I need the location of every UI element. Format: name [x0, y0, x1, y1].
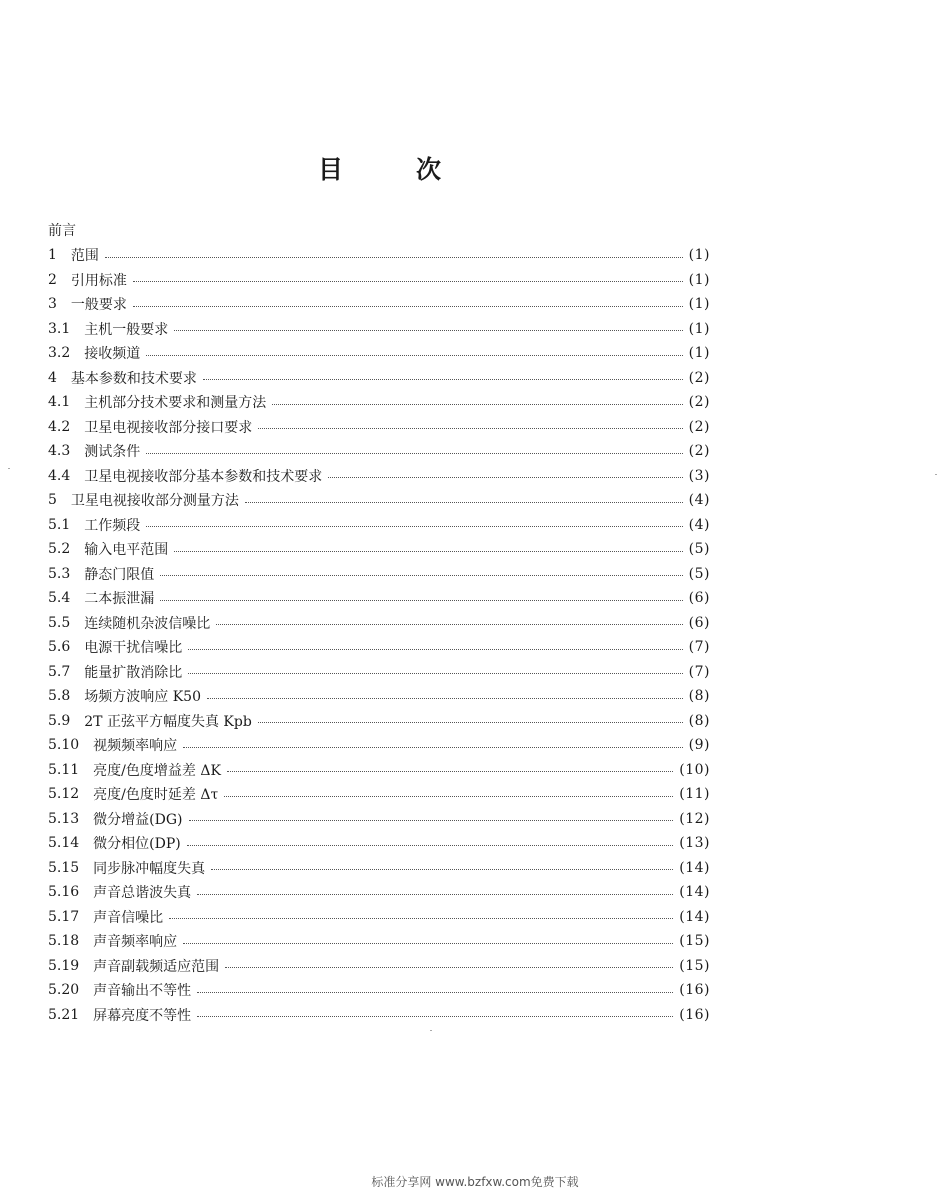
toc-entry-number: 3.1	[48, 320, 71, 337]
toc-entry	[48, 562, 710, 587]
toc-entry-number: 5.7	[48, 663, 71, 680]
toc-leader-dots	[133, 277, 683, 282]
toc-leader-dots	[174, 547, 682, 552]
toc-entry-number: 5.21	[48, 1006, 80, 1023]
toc-entry-page: (2)	[688, 369, 710, 386]
toc-leader-dots	[207, 694, 683, 699]
footer-watermark: 标准分享网 www.bzfxw.com免费下载	[371, 1175, 579, 1189]
toc-leader-dots	[133, 302, 683, 307]
toc-leader-dots	[188, 645, 682, 650]
toc-entry-number: 5.10	[48, 737, 80, 754]
toc-entry-number: 5.18	[48, 933, 80, 950]
toc-entry	[48, 660, 710, 685]
toc-entry	[48, 513, 710, 538]
toc-entry-number: 5.11	[48, 761, 80, 778]
toc-entry-number: 1	[48, 247, 57, 264]
scan-mark	[8, 468, 10, 469]
toc-preface: 前言	[48, 223, 76, 239]
toc-entry-page: (1)	[688, 345, 710, 362]
toc-entry	[48, 856, 710, 881]
toc-entry	[48, 586, 710, 611]
toc-entry	[48, 831, 710, 856]
table-of-contents	[48, 243, 710, 1027]
toc-entry-page: (5)	[688, 541, 710, 558]
toc-entry-label: 基本参数和技术要求	[70, 370, 197, 387]
toc-entry-page: (2)	[688, 394, 710, 411]
toc-entry-label: 连续随机杂波信噪比	[84, 615, 211, 632]
toc-entry-number: 5.3	[48, 565, 71, 582]
toc-entry-number: 4	[48, 369, 57, 386]
toc-leader-dots	[211, 865, 673, 870]
toc-leader-dots	[197, 988, 673, 993]
toc-entry-label: 能量扩散消除比	[84, 664, 183, 681]
toc-entry	[48, 611, 710, 636]
toc-entry	[48, 1003, 710, 1028]
toc-entry-number: 4.1	[48, 394, 71, 411]
toc-entry-page: (6)	[688, 590, 710, 607]
toc-entry-label: 声音副载频适应范围	[93, 958, 220, 975]
toc-leader-dots	[174, 326, 682, 331]
toc-entry-label: 亮度/色度增益差 ΔK	[93, 762, 221, 779]
toc-entry-label: 微分增益(DG)	[93, 811, 183, 828]
toc-entry-label: 声音信噪比	[93, 909, 164, 926]
toc-entry-number: 5.16	[48, 884, 80, 901]
toc-entry-label: 输入电平范围	[84, 542, 169, 559]
toc-entry-label: 二本振泄漏	[84, 591, 155, 608]
toc-entry-label: 声音频率响应	[93, 934, 178, 951]
toc-entry-number: 5.17	[48, 908, 80, 925]
toc-entry-page: (13)	[679, 835, 710, 852]
toc-leader-dots	[245, 498, 683, 503]
toc-entry-label: 亮度/色度时延差 Δτ	[93, 787, 219, 804]
toc-entry	[48, 807, 710, 832]
toc-entry-label: 声音输出不等性	[93, 983, 192, 1000]
toc-entry	[48, 243, 710, 268]
toc-leader-dots	[146, 351, 682, 356]
toc-entry-page: (1)	[688, 247, 710, 264]
toc-entry-number: 4.4	[48, 467, 71, 484]
toc-entry	[48, 268, 710, 293]
toc-entry-page: (15)	[679, 933, 710, 950]
toc-entry-label: 微分相位(DP)	[93, 836, 181, 853]
toc-leader-dots	[328, 473, 682, 478]
toc-entry-page: (7)	[688, 639, 710, 656]
toc-entry-number: 3	[48, 296, 57, 313]
scan-mark	[430, 1030, 432, 1031]
toc-entry-number: 5.20	[48, 982, 80, 999]
toc-entry-page: (1)	[688, 296, 710, 313]
toc-leader-dots	[146, 449, 682, 454]
toc-entry-number: 5.1	[48, 516, 71, 533]
toc-entry-number: 4.2	[48, 418, 71, 435]
toc-leader-dots	[197, 890, 673, 895]
toc-entry-number: 4.3	[48, 443, 71, 460]
toc-entry-page: (2)	[688, 418, 710, 435]
toc-entry-number: 5.8	[48, 688, 71, 705]
toc-entry-label: 测试条件	[84, 444, 141, 461]
toc-entry-label: 主机部分技术要求和测量方法	[84, 395, 267, 412]
toc-entry-number: 5.12	[48, 786, 80, 803]
toc-leader-dots	[227, 767, 673, 772]
toc-leader-dots	[224, 792, 673, 797]
toc-entry-page: (15)	[679, 957, 710, 974]
toc-entry	[48, 635, 710, 660]
toc-entry-label: 屏幕亮度不等性	[93, 1007, 192, 1024]
toc-entry	[48, 439, 710, 464]
toc-entry-label: 卫星电视接收部分基本参数和技术要求	[84, 468, 323, 485]
toc-leader-dots	[187, 841, 674, 846]
toc-entry-number: 5.15	[48, 859, 80, 876]
toc-leader-dots	[272, 400, 682, 405]
toc-entry	[48, 684, 710, 709]
toc-entry-label: 视频频率响应	[93, 738, 178, 755]
toc-leader-dots	[216, 620, 682, 625]
toc-leader-dots	[188, 669, 682, 674]
toc-entry-label: 卫星电视接收部分接口要求	[84, 419, 253, 436]
toc-entry-label: 引用标准	[70, 272, 127, 289]
toc-entry-number: 5.9	[48, 712, 71, 729]
toc-entry-page: (8)	[688, 712, 710, 729]
toc-entry-number: 5	[48, 492, 57, 509]
toc-entry-number: 5.13	[48, 810, 80, 827]
toc-entry	[48, 488, 710, 513]
toc-entry-page: (2)	[688, 443, 710, 460]
toc-leader-dots	[203, 375, 683, 380]
toc-entry-number: 5.4	[48, 590, 71, 607]
toc-entry-page: (10)	[679, 761, 710, 778]
toc-leader-dots	[160, 596, 682, 601]
toc-leader-dots	[183, 939, 673, 944]
toc-entry	[48, 905, 710, 930]
toc-entry-label: 2T 正弦平方幅度失真 Kpb	[84, 713, 252, 730]
toc-entry-number: 5.14	[48, 835, 80, 852]
toc-entry-page: (9)	[688, 737, 710, 754]
toc-entry-number: 5.5	[48, 614, 71, 631]
toc-entry-page: (7)	[688, 663, 710, 680]
toc-entry-number: 2	[48, 271, 57, 288]
toc-entry	[48, 464, 710, 489]
toc-entry-page: (4)	[688, 516, 710, 533]
toc-entry	[48, 415, 710, 440]
toc-entry	[48, 709, 710, 734]
toc-entry-label: 同步脉冲幅度失真	[93, 860, 206, 877]
toc-entry-label: 接收频道	[84, 346, 141, 363]
toc-entry	[48, 366, 710, 391]
toc-entry	[48, 537, 710, 562]
toc-entry	[48, 978, 710, 1003]
toc-leader-dots	[105, 253, 683, 258]
toc-entry-page: (12)	[679, 810, 710, 827]
toc-entry-label: 声音总谐波失真	[93, 885, 192, 902]
toc-leader-dots	[258, 424, 682, 429]
toc-entry-label: 工作频段	[84, 517, 141, 534]
toc-entry	[48, 758, 710, 783]
toc-entry-label: 场频方波响应 K50	[84, 689, 201, 706]
toc-leader-dots	[197, 1012, 673, 1017]
toc-entry-page: (4)	[688, 492, 710, 509]
toc-entry-number: 3.2	[48, 345, 71, 362]
toc-leader-dots	[146, 522, 682, 527]
toc-leader-dots	[189, 816, 674, 821]
toc-entry-label: 主机一般要求	[84, 321, 169, 338]
scan-mark	[935, 474, 937, 475]
toc-entry-page: (1)	[688, 320, 710, 337]
toc-entry	[48, 954, 710, 979]
toc-entry-page: (1)	[688, 271, 710, 288]
toc-entry	[48, 390, 710, 415]
title-char-1: 目	[318, 155, 344, 184]
toc-entry-page: (14)	[679, 859, 710, 876]
toc-entry-label: 一般要求	[70, 297, 127, 314]
toc-leader-dots	[258, 718, 683, 723]
toc-entry-label: 范围	[70, 248, 99, 265]
toc-entry-label: 电源干扰信噪比	[84, 640, 183, 657]
toc-entry-page: (5)	[688, 565, 710, 582]
toc-entry-label: 卫星电视接收部分测量方法	[70, 493, 239, 510]
toc-entry-number: 5.19	[48, 957, 80, 974]
toc-entry-number: 5.6	[48, 639, 71, 656]
toc-entry-page: (14)	[679, 884, 710, 901]
toc-leader-dots	[169, 914, 673, 919]
toc-entry-page: (14)	[679, 908, 710, 925]
toc-entry-number: 5.2	[48, 541, 71, 558]
title-char-2: 次	[416, 155, 442, 184]
toc-entry-page: (16)	[679, 1006, 710, 1023]
toc-entry	[48, 880, 710, 905]
toc-leader-dots	[183, 743, 682, 748]
toc-entry-page: (11)	[679, 786, 710, 803]
toc-leader-dots	[225, 963, 673, 968]
toc-entry-page: (3)	[688, 467, 710, 484]
toc-entry	[48, 733, 710, 758]
toc-entry-page: (8)	[688, 688, 710, 705]
toc-entry	[48, 341, 710, 366]
toc-entry-label: 静态门限值	[84, 566, 155, 583]
toc-entry-page: (6)	[688, 614, 710, 631]
toc-entry-page: (16)	[679, 982, 710, 999]
toc-entry	[48, 317, 710, 342]
toc-entry	[48, 929, 710, 954]
toc-entry	[48, 782, 710, 807]
toc-entry	[48, 292, 710, 317]
toc-leader-dots	[160, 571, 682, 576]
